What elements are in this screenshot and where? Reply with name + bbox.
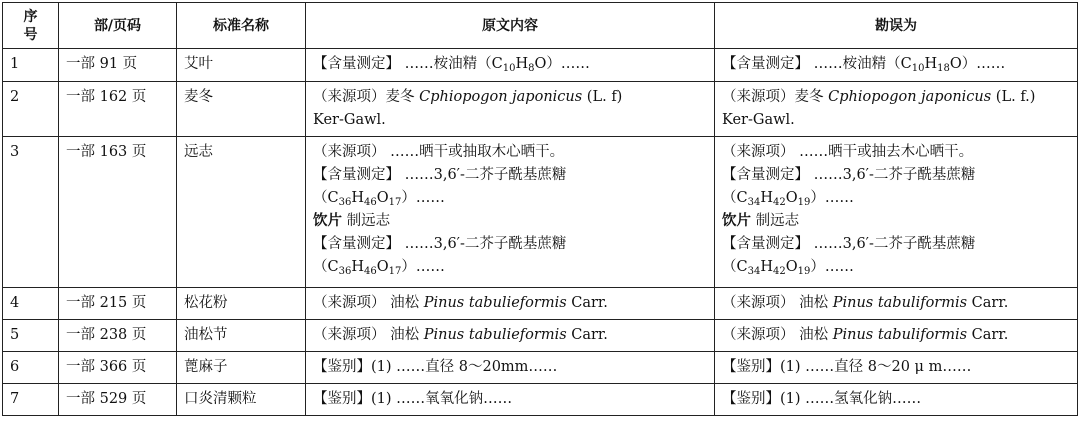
row-corrected bbox=[715, 137, 1078, 288]
header-name: 标准名称 bbox=[177, 3, 306, 49]
subscript: 19 bbox=[797, 197, 811, 208]
text-line bbox=[313, 109, 707, 132]
text-line bbox=[313, 164, 707, 187]
row-seq: 5 bbox=[3, 320, 59, 352]
text-run: 【鉴别】(1) ……氧氧化钠…… bbox=[313, 391, 513, 407]
text-line bbox=[313, 256, 707, 279]
row-original bbox=[306, 49, 715, 82]
header-row bbox=[3, 3, 1078, 49]
row-corrected bbox=[715, 320, 1078, 352]
subscript: 34 bbox=[747, 197, 761, 208]
text-run: O）…… bbox=[534, 56, 590, 72]
row-corrected bbox=[715, 352, 1078, 384]
text-line bbox=[313, 141, 707, 164]
latin-name: Pinus tabulieformis bbox=[423, 327, 567, 343]
text-line bbox=[722, 210, 1070, 233]
subscript: 34 bbox=[747, 266, 761, 277]
text-run: （C bbox=[313, 259, 339, 275]
header-seq bbox=[3, 3, 59, 49]
row-page: 一部 529 页 bbox=[59, 384, 177, 416]
text-run: O bbox=[785, 190, 798, 206]
text-line bbox=[722, 187, 1070, 210]
text-run: （来源项） ……晒干或抽取木心晒干。 bbox=[313, 144, 565, 160]
text-line bbox=[722, 164, 1070, 187]
row-seq: 2 bbox=[3, 82, 59, 137]
row-name: 远志 bbox=[177, 137, 306, 288]
row-corrected bbox=[715, 288, 1078, 320]
subscript: 17 bbox=[388, 266, 402, 277]
subscript: 36 bbox=[338, 197, 352, 208]
header-page: 部/页码 bbox=[59, 3, 177, 49]
text-run: 饮片 bbox=[313, 213, 342, 229]
text-run: H bbox=[515, 56, 529, 72]
text-line bbox=[722, 86, 1070, 109]
text-line bbox=[722, 256, 1070, 279]
text-run: （来源项） 油松 bbox=[722, 327, 833, 343]
text-run: O bbox=[785, 259, 798, 275]
row-name: 口炎清颗粒 bbox=[177, 384, 306, 416]
subscript: 46 bbox=[364, 197, 377, 208]
row-original bbox=[306, 82, 715, 137]
text-run: Carr. bbox=[566, 295, 608, 311]
subscript: 42 bbox=[773, 266, 786, 277]
text-line bbox=[722, 233, 1070, 256]
row-seq: 4 bbox=[3, 288, 59, 320]
row-page: 一部 366 页 bbox=[59, 352, 177, 384]
subscript: 18 bbox=[937, 63, 950, 74]
text-line bbox=[313, 86, 707, 109]
text-run: H bbox=[351, 259, 364, 275]
row-seq: 3 bbox=[3, 137, 59, 288]
latin-name: Pinus tabuliformis bbox=[832, 295, 968, 311]
text-line bbox=[722, 292, 1070, 315]
text-run: H bbox=[760, 259, 773, 275]
subscript: 8 bbox=[528, 63, 535, 74]
row-corrected bbox=[715, 49, 1078, 82]
subscript: 46 bbox=[364, 266, 377, 277]
text-run: ）…… bbox=[810, 190, 854, 206]
row-name: 油松节 bbox=[177, 320, 306, 352]
text-line bbox=[722, 53, 1070, 76]
row-name: 蓖麻子 bbox=[177, 352, 306, 384]
text-run: (L. f) bbox=[582, 89, 623, 105]
header-original: 原文内容 bbox=[306, 3, 715, 49]
table-row bbox=[3, 384, 1078, 416]
subscript: 42 bbox=[773, 197, 786, 208]
subscript: 10 bbox=[911, 63, 925, 74]
text-line bbox=[313, 210, 707, 233]
row-original bbox=[306, 320, 715, 352]
text-run: 【含量测定】 ……3,6′-二芥子酰基蔗糖 bbox=[313, 167, 567, 183]
row-name: 艾叶 bbox=[177, 49, 306, 82]
subscript: 17 bbox=[388, 197, 402, 208]
text-run: 【含量测定】 ……3,6′-二芥子酰基蔗糖 bbox=[722, 167, 976, 183]
row-seq: 1 bbox=[3, 49, 59, 82]
table-row bbox=[3, 82, 1078, 137]
row-page: 一部 163 页 bbox=[59, 137, 177, 288]
text-run: （C bbox=[722, 190, 748, 206]
text-line bbox=[722, 141, 1070, 164]
text-line bbox=[313, 324, 707, 347]
row-page: 一部 238 页 bbox=[59, 320, 177, 352]
text-run: Ker-Gawl. bbox=[722, 112, 795, 128]
text-run: 【含量测定】 ……3,6′-二芥子酰基蔗糖 bbox=[313, 236, 567, 252]
text-run: Carr. bbox=[967, 327, 1009, 343]
text-line bbox=[722, 109, 1070, 132]
text-run: Carr. bbox=[566, 327, 608, 343]
text-run: 【鉴别】(1) ……氢氧化钠…… bbox=[722, 391, 922, 407]
table-row bbox=[3, 137, 1078, 288]
header-corrected: 勘误为 bbox=[715, 3, 1078, 49]
text-run: （C bbox=[722, 259, 748, 275]
row-page: 一部 162 页 bbox=[59, 82, 177, 137]
subscript: 10 bbox=[502, 63, 516, 74]
latin-name: Cphiopogon japonicus bbox=[419, 89, 583, 105]
row-name: 松花粉 bbox=[177, 288, 306, 320]
text-line bbox=[313, 187, 707, 210]
row-corrected bbox=[715, 384, 1078, 416]
text-run: (L. f.) bbox=[991, 89, 1036, 105]
text-run: H bbox=[351, 190, 364, 206]
latin-name: Pinus tabulieformis bbox=[423, 295, 567, 311]
table-row bbox=[3, 352, 1078, 384]
row-corrected bbox=[715, 82, 1078, 137]
text-run: O bbox=[376, 190, 389, 206]
text-run: ）…… bbox=[401, 259, 445, 275]
row-original bbox=[306, 352, 715, 384]
table-row bbox=[3, 288, 1078, 320]
text-run: 【含量测定】 ……3,6′-二芥子酰基蔗糖 bbox=[722, 236, 976, 252]
row-original bbox=[306, 288, 715, 320]
text-run: （来源项）麦冬 bbox=[313, 89, 420, 105]
text-run: Ker-Gawl. bbox=[313, 112, 386, 128]
text-line bbox=[313, 388, 707, 411]
text-line bbox=[722, 388, 1070, 411]
text-run: 制远志 bbox=[751, 213, 800, 229]
text-line bbox=[313, 292, 707, 315]
table-row bbox=[3, 320, 1078, 352]
text-line bbox=[313, 356, 707, 379]
text-run: O）…… bbox=[949, 56, 1006, 72]
row-seq: 6 bbox=[3, 352, 59, 384]
row-page: 一部 215 页 bbox=[59, 288, 177, 320]
header-seq-char: 序 bbox=[23, 8, 38, 25]
text-run: 【含量测定】 ……桉油精（C bbox=[722, 56, 912, 72]
text-run: ）…… bbox=[810, 259, 854, 275]
text-run: Carr. bbox=[967, 295, 1009, 311]
text-run: 饮片 bbox=[722, 213, 751, 229]
text-run: ）…… bbox=[401, 190, 445, 206]
text-line bbox=[313, 233, 707, 256]
text-run: 【鉴别】(1) ……直径 8～20 μ m…… bbox=[722, 359, 972, 375]
text-run: （来源项）麦冬 bbox=[722, 89, 829, 105]
text-run: （来源项） 油松 bbox=[722, 295, 833, 311]
text-line bbox=[313, 53, 707, 76]
text-run: O bbox=[376, 259, 389, 275]
text-run: H bbox=[924, 56, 938, 72]
text-line bbox=[722, 324, 1070, 347]
text-run: H bbox=[760, 190, 773, 206]
text-run: 【含量测定】 ……桉油精（C bbox=[313, 56, 503, 72]
latin-name: Cphiopogon japonicus bbox=[828, 89, 992, 105]
row-name: 麦冬 bbox=[177, 82, 306, 137]
latin-name: Pinus tabuliformis bbox=[832, 327, 968, 343]
text-run: （C bbox=[313, 190, 339, 206]
subscript: 19 bbox=[797, 266, 811, 277]
header-seq-char: 号 bbox=[23, 26, 38, 43]
text-run: （来源项） 油松 bbox=[313, 327, 424, 343]
errata-table bbox=[2, 2, 1078, 416]
text-run: 制远志 bbox=[342, 213, 391, 229]
text-run: （来源项） 油松 bbox=[313, 295, 424, 311]
row-seq: 7 bbox=[3, 384, 59, 416]
text-run: 【鉴别】(1) ……直径 8～20mm…… bbox=[313, 359, 558, 375]
subscript: 36 bbox=[338, 266, 352, 277]
text-line bbox=[722, 356, 1070, 379]
text-run: （来源项） ……晒干或抽去木心晒干。 bbox=[722, 144, 974, 160]
row-original bbox=[306, 137, 715, 288]
row-original bbox=[306, 384, 715, 416]
row-page: 一部 91 页 bbox=[59, 49, 177, 82]
table-row bbox=[3, 49, 1078, 82]
